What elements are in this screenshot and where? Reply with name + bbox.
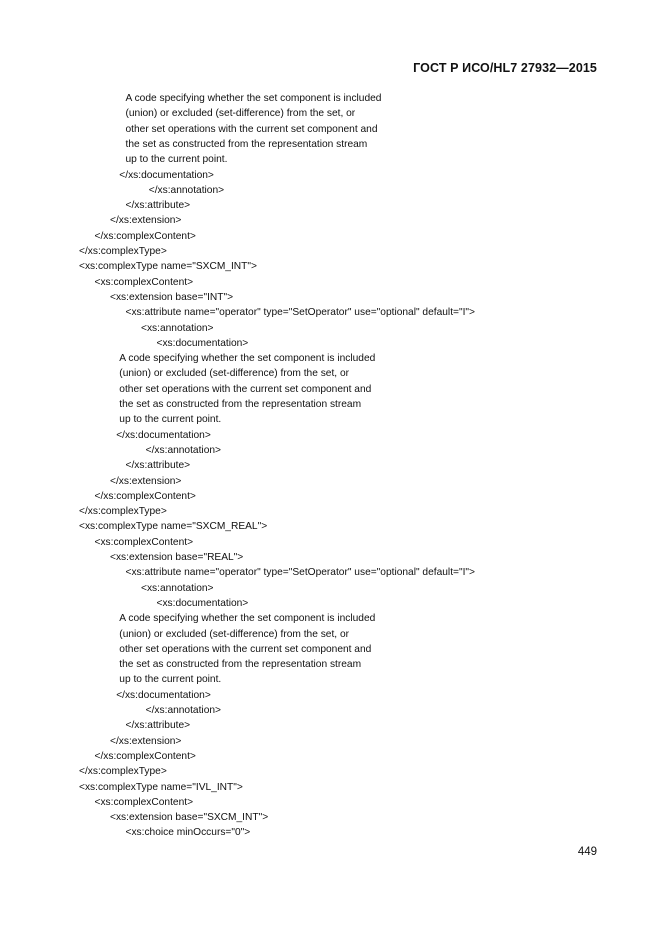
code-line: up to the current point. — [125, 154, 228, 166]
code-line: up to the current point. — [119, 414, 222, 426]
code-line: <xs:complexType name="SXCM_INT"> — [79, 261, 257, 273]
code-line: <xs:complexContent> — [94, 536, 194, 548]
code-line: </xs:complexContent> — [94, 230, 196, 242]
code-line: the set as constructed from the representation stream — [119, 399, 362, 410]
code-line: </xs:extension> — [110, 475, 182, 487]
code-line: A code specifying whether the set component is included — [119, 353, 376, 365]
code-line: <xs:documentation> — [156, 597, 249, 609]
code-line: </xs:annotation> — [145, 705, 221, 716]
code-line: </xs:documentation> — [119, 169, 214, 181]
code-line: <xs:annotation> — [141, 582, 214, 594]
code-line: (union) or excluded (set-difference) from the set, or — [119, 368, 349, 380]
code-line: <xs:documentation> — [156, 337, 249, 349]
code-line: <xs:attribute name="operator" type="SetOperator" use="optional" default="I"> — [125, 567, 475, 579]
code-line: <xs:attribute name="operator" type="SetOperator" use="optional" default="I"> — [125, 307, 475, 319]
code-line: (union) or excluded (set-difference) from the set, or — [125, 108, 356, 120]
code-line: A code specifying whether the set component is included — [119, 613, 376, 625]
code-line: </xs:documentation> — [116, 429, 211, 441]
code-line: </xs:complexType> — [79, 246, 167, 257]
code-line: (union) or excluded (set-difference) from the set, or — [119, 628, 349, 640]
code-line: </xs:complexType> — [79, 506, 167, 518]
code-line: other set operations with the current set component and — [125, 123, 378, 135]
code-line: <xs:extension base="REAL"> — [110, 552, 244, 563]
code-line: <xs:complexType name="SXCM_REAL"> — [79, 521, 268, 533]
code-line: </xs:attribute> — [125, 200, 191, 212]
code-line: <xs:choice minOccurs="0"> — [125, 827, 251, 839]
code-line: <xs:complexContent> — [94, 796, 194, 808]
code-line: <xs:complexContent> — [94, 276, 194, 288]
code-line: </xs:annotation> — [148, 184, 225, 196]
code-line: </xs:attribute> — [125, 720, 191, 732]
code-line: </xs:complexContent> — [94, 490, 196, 502]
code-line: <xs:extension base="SXCM_INT"> — [110, 812, 269, 824]
code-line: </xs:complexType> — [79, 766, 167, 778]
code-line: <xs:extension base="INT"> — [110, 291, 234, 303]
code-line: <xs:complexType name="IVL_INT"> — [79, 781, 243, 793]
code-line: other set operations with the current set component and — [119, 643, 372, 655]
code-line: other set operations with the current set component and — [119, 383, 372, 395]
code-line: </xs:documentation> — [116, 689, 211, 701]
code-line: </xs:extension> — [110, 215, 182, 227]
page-number: 449 — [577, 846, 597, 858]
code-line: the set as constructed from the representation stream — [119, 659, 362, 671]
code-line: up to the current point. — [119, 674, 222, 686]
code-line: <xs:annotation> — [141, 322, 214, 334]
code-line: </xs:attribute> — [125, 460, 191, 472]
code-line: </xs:annotation> — [145, 444, 221, 456]
document-header: ГОСТ Р ИСО/HL7 27932—2015 — [413, 61, 597, 75]
code-line: A code specifying whether the set component is included — [125, 93, 382, 104]
code-line: </xs:extension> — [110, 735, 182, 747]
code-line: </xs:complexContent> — [94, 750, 196, 762]
code-line: the set as constructed from the representation stream — [125, 138, 368, 150]
